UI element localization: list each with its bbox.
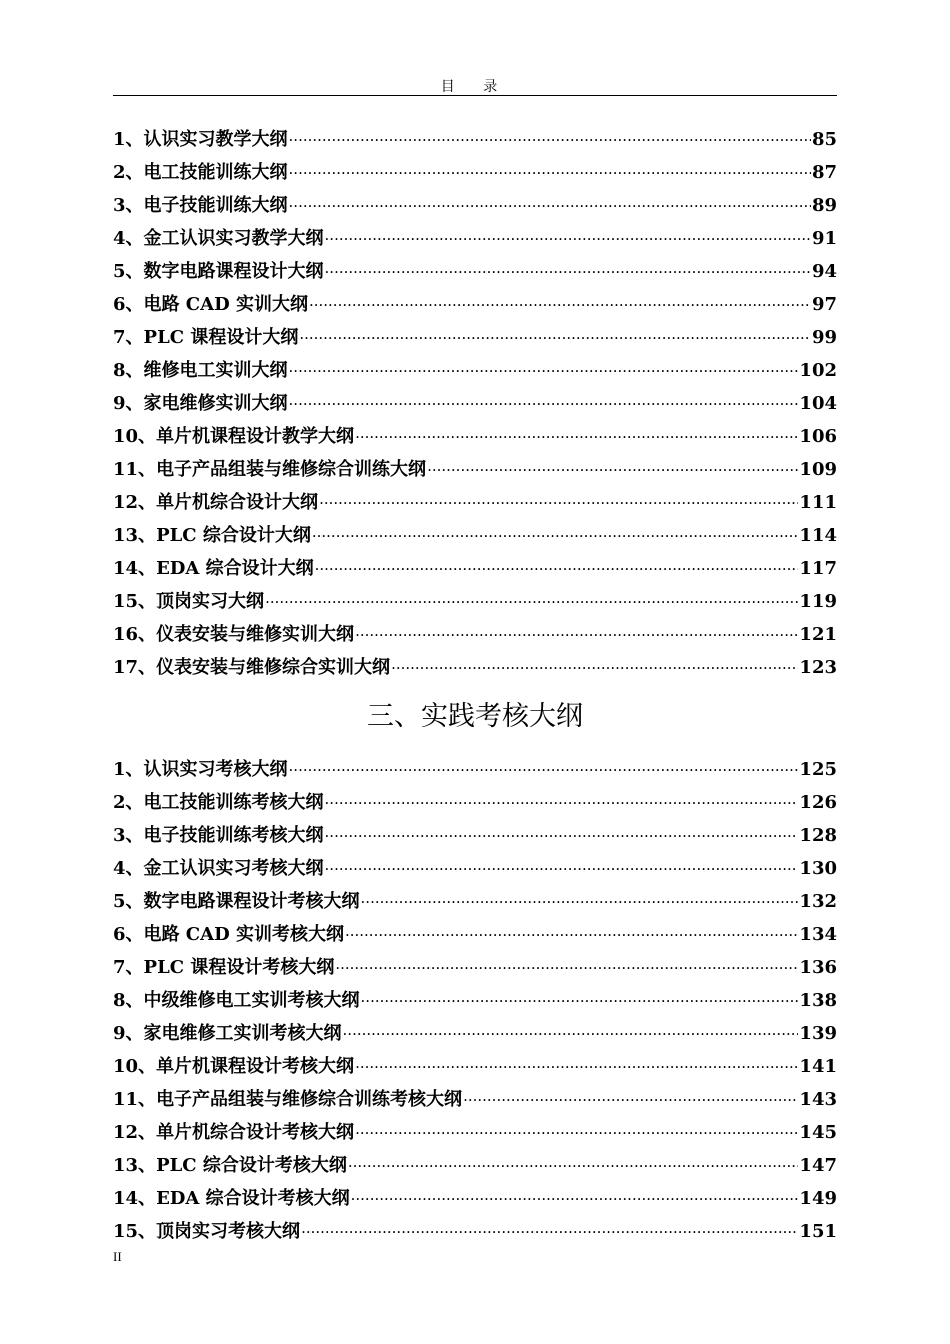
- toc-entry-label: 数字电路课程设计大纲: [143, 261, 324, 282]
- toc-entry-number: 13、: [113, 525, 157, 546]
- toc-entry-number: 15、: [113, 591, 157, 612]
- toc-entry[interactable]: [113, 819, 837, 852]
- toc-entry[interactable]: [113, 651, 837, 684]
- toc-entry[interactable]: [113, 552, 837, 585]
- toc-entry-label: PLC 综合设计大纲: [156, 525, 311, 546]
- toc-entry-label: 单片机课程设计考核大纲: [156, 1056, 355, 1077]
- toc-dot-leader: [355, 619, 798, 652]
- toc-entry-page: 126: [799, 792, 837, 813]
- toc-entry-label: PLC 课程设计考核大纲: [143, 957, 335, 978]
- toc-dot-leader: [391, 652, 798, 685]
- toc-dot-leader: [325, 787, 799, 820]
- toc-entry-number: 8、: [113, 990, 144, 1011]
- toc-dot-leader: [289, 157, 811, 190]
- toc-entry[interactable]: [113, 222, 837, 255]
- toc-entry-page: 111: [799, 492, 837, 513]
- toc-entry[interactable]: [113, 1017, 837, 1050]
- toc-entry[interactable]: [113, 918, 837, 951]
- toc-entry[interactable]: [113, 288, 837, 321]
- toc-entry-label: 金工认识实习教学大纲: [143, 228, 324, 249]
- toc-entry-page: 143: [799, 1089, 837, 1110]
- toc-entry-number: 7、: [113, 327, 144, 348]
- toc-entry-page: 125: [799, 759, 837, 780]
- toc-entry-number: 4、: [113, 228, 144, 249]
- toc-entry-label: PLC 课程设计大纲: [143, 327, 299, 348]
- toc-entry-number: 16、: [113, 624, 157, 645]
- toc-dot-leader: [361, 886, 799, 919]
- toc-entry[interactable]: [113, 321, 837, 354]
- toc-entry-number: 5、: [113, 261, 144, 282]
- toc-entry-page: 97: [811, 294, 837, 315]
- toc-entry-number: 12、: [113, 492, 157, 513]
- toc-entry-label: 仪表安装与维修实训大纲: [156, 624, 355, 645]
- toc-entry-number: 8、: [113, 360, 144, 381]
- toc-entry-number: 13、: [113, 1155, 157, 1176]
- toc-dot-leader: [265, 586, 798, 619]
- toc-entry-label: 金工认识实习考核大纲: [143, 858, 324, 879]
- toc-dot-leader: [351, 1183, 799, 1216]
- toc-entry[interactable]: [113, 387, 837, 420]
- toc-dot-leader: [309, 289, 811, 322]
- toc-entry[interactable]: [113, 618, 837, 651]
- toc-dot-leader: [315, 553, 799, 586]
- toc-dot-leader: [348, 1150, 799, 1183]
- toc-dot-leader: [355, 1051, 798, 1084]
- toc-entry-number: 17、: [113, 657, 157, 678]
- toc-dot-leader: [289, 124, 811, 157]
- toc-dot-leader: [345, 919, 798, 952]
- toc-entry[interactable]: [113, 486, 837, 519]
- toc-dot-leader: [289, 190, 811, 223]
- toc-entry-label: 电路 CAD 实训大纲: [143, 294, 308, 315]
- toc-entry[interactable]: [113, 1116, 837, 1149]
- toc-entry-label: 中级维修电工实训考核大纲: [143, 990, 360, 1011]
- toc-entry[interactable]: [113, 1182, 837, 1215]
- header-divider: [113, 95, 837, 96]
- toc-entry-page: 138: [799, 990, 837, 1011]
- toc-entry[interactable]: [113, 1149, 837, 1182]
- toc-entry[interactable]: [113, 189, 837, 222]
- toc-entry-label: 家电维修工实训考核大纲: [143, 1023, 342, 1044]
- toc-entry-label: 电子技能训练大纲: [143, 195, 288, 216]
- toc-dot-leader: [427, 454, 798, 487]
- toc-entry-number: 14、: [113, 558, 157, 579]
- toc-entry-label: 单片机课程设计教学大纲: [156, 426, 355, 447]
- toc-entry-page: 145: [799, 1122, 837, 1143]
- toc-entry-page: 87: [811, 162, 837, 183]
- toc-dot-leader: [355, 421, 798, 454]
- toc-entry[interactable]: [113, 354, 837, 387]
- toc-entry-page: 149: [799, 1188, 837, 1209]
- toc-entry-page: 109: [799, 459, 837, 480]
- toc-entry-page: 147: [799, 1155, 837, 1176]
- toc-entry-label: 电工技能训练考核大纲: [143, 792, 324, 813]
- toc-entry-page: 91: [811, 228, 837, 249]
- toc-entry-number: 15、: [113, 1221, 157, 1242]
- toc-dot-leader: [325, 223, 811, 256]
- toc-dot-leader: [312, 520, 799, 553]
- toc-entry[interactable]: [113, 123, 837, 156]
- toc-entry-page: 99: [811, 327, 837, 348]
- toc-entry-label: 数字电路课程设计考核大纲: [143, 891, 360, 912]
- toc-entry-number: 2、: [113, 162, 144, 183]
- toc-entry[interactable]: [113, 255, 837, 288]
- toc-entry[interactable]: [113, 1215, 837, 1248]
- toc-entry-page: 119: [799, 591, 837, 612]
- toc-entry-label: 电工技能训练大纲: [143, 162, 288, 183]
- toc-entry-page: 141: [799, 1056, 837, 1077]
- toc-entry-page: 94: [811, 261, 837, 282]
- footer-page-number: II: [113, 1249, 122, 1264]
- toc-entry[interactable]: [113, 951, 837, 984]
- toc-entry-label: 电子产品组装与维修综合训练大纲: [156, 459, 427, 480]
- toc-entry-page: 139: [799, 1023, 837, 1044]
- toc-entry-page: 130: [799, 858, 837, 879]
- toc-entry-number: 10、: [113, 1056, 157, 1077]
- toc-entry-number: 11、: [113, 459, 157, 480]
- toc-entry-number: 7、: [113, 957, 144, 978]
- toc-entry-label: EDA 综合设计大纲: [156, 558, 314, 579]
- toc-dot-leader: [355, 1117, 798, 1150]
- toc-entry-page: 128: [799, 825, 837, 846]
- page-header-title: 目 录: [440, 79, 510, 95]
- toc-list-assessment-syllabus: [113, 753, 837, 1248]
- toc-entry[interactable]: [113, 786, 837, 819]
- toc-entry-label: 仪表安装与维修综合实训大纲: [156, 657, 391, 678]
- toc-entry-label: 顶岗实习大纲: [156, 591, 265, 612]
- toc-entry-page: 104: [799, 393, 837, 414]
- toc-entry-number: 9、: [113, 393, 144, 414]
- toc-entry-number: 3、: [113, 825, 144, 846]
- toc-entry[interactable]: [113, 885, 837, 918]
- toc-entry-label: 维修电工实训大纲: [143, 360, 288, 381]
- toc-entry[interactable]: [113, 156, 837, 189]
- toc-entry-number: 12、: [113, 1122, 157, 1143]
- toc-dot-leader: [289, 754, 799, 787]
- toc-entry-number: 6、: [113, 294, 144, 315]
- toc-entry-label: 电路 CAD 实训考核大纲: [143, 924, 344, 945]
- toc-entry-number: 4、: [113, 858, 144, 879]
- toc-entry-page: 123: [799, 657, 837, 678]
- toc-entry-number: 10、: [113, 426, 157, 447]
- toc-entry[interactable]: [113, 852, 837, 885]
- toc-entry-page: 106: [799, 426, 837, 447]
- toc-entry-number: 2、: [113, 792, 144, 813]
- toc-entry-page: 132: [799, 891, 837, 912]
- toc-entry-label: 电子产品组装与维修综合训练考核大纲: [156, 1089, 463, 1110]
- toc-entry-label: 单片机综合设计大纲: [156, 492, 319, 513]
- toc-dot-leader: [325, 820, 799, 853]
- toc-dot-leader: [343, 1018, 799, 1051]
- toc-entry-number: 11、: [113, 1089, 157, 1110]
- toc-dot-leader: [463, 1084, 798, 1117]
- section-title-assessment: 三、实践考核大纲: [367, 701, 583, 732]
- toc-entry-number: 1、: [113, 759, 144, 780]
- toc-entry-page: 114: [799, 525, 837, 546]
- toc-dot-leader: [361, 985, 799, 1018]
- toc-entry-label: 单片机综合设计考核大纲: [156, 1122, 355, 1143]
- toc-entry[interactable]: [113, 453, 837, 486]
- toc-dot-leader: [289, 355, 799, 388]
- toc-entry-page: 102: [799, 360, 837, 381]
- toc-entry[interactable]: [113, 753, 837, 786]
- toc-dot-leader: [301, 1216, 798, 1249]
- toc-dot-leader: [325, 853, 799, 886]
- toc-entry-label: 认识实习教学大纲: [143, 129, 288, 150]
- toc-entry-page: 117: [799, 558, 837, 579]
- toc-list-practice-syllabus: [113, 123, 837, 684]
- toc-entry-label: 认识实习考核大纲: [143, 759, 288, 780]
- toc-entry[interactable]: [113, 420, 837, 453]
- toc-dot-leader: [289, 388, 799, 421]
- toc-entry[interactable]: [113, 519, 837, 552]
- toc-entry-label: 顶岗实习考核大纲: [156, 1221, 301, 1242]
- toc-entry-number: 9、: [113, 1023, 144, 1044]
- toc-entry-number: 14、: [113, 1188, 157, 1209]
- toc-entry[interactable]: [113, 1083, 837, 1116]
- toc-entry-page: 134: [799, 924, 837, 945]
- toc-entry-label: PLC 综合设计考核大纲: [156, 1155, 347, 1176]
- toc-entry-page: 121: [799, 624, 837, 645]
- toc-entry-page: 89: [811, 195, 837, 216]
- toc-entry-label: 电子技能训练考核大纲: [143, 825, 324, 846]
- toc-dot-leader: [319, 487, 798, 520]
- toc-entry[interactable]: [113, 984, 837, 1017]
- toc-entry-number: 5、: [113, 891, 144, 912]
- toc-entry-number: 3、: [113, 195, 144, 216]
- toc-entry[interactable]: [113, 585, 837, 618]
- toc-entry-page: 85: [811, 129, 837, 150]
- toc-dot-leader: [299, 322, 811, 355]
- toc-entry-page: 151: [799, 1221, 837, 1242]
- toc-entry-number: 6、: [113, 924, 144, 945]
- toc-dot-leader: [325, 256, 811, 289]
- toc-dot-leader: [335, 952, 798, 985]
- toc-entry[interactable]: [113, 1050, 837, 1083]
- toc-entry-page: 136: [799, 957, 837, 978]
- toc-entry-number: 1、: [113, 129, 144, 150]
- toc-entry-label: EDA 综合设计考核大纲: [156, 1188, 350, 1209]
- toc-entry-label: 家电维修实训大纲: [143, 393, 288, 414]
